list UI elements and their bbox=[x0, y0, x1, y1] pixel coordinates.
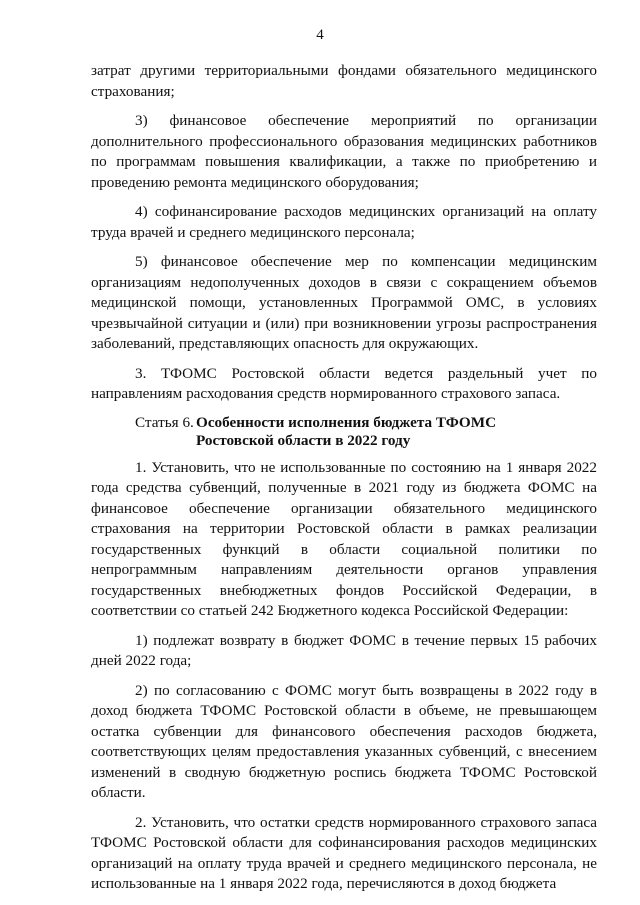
article-heading bbox=[135, 414, 597, 450]
document-body bbox=[91, 61, 597, 904]
paragraph-item-3: 3) финансовое обеспечение мероприятий по организации дополнительного профессионального образования медицинских работников по программам повышения квалификации, а также по приобретению и проведению ремонта медицинского оборудования; bbox=[91, 112, 597, 191]
paragraph-clause-1: 1. Установить, что не использованные по состоянию на 1 января 2022 года средства субвенций, полученные в 2021 году из бюджета ФОМС на финансовое обеспечение организации обязательного медицинского страхования на территории Ростовской области в рамках реализации государственных функций в области социальной политики по непрограммным направлениям деятельности органов управления государственных внебюджетных фондов Российской Федерации, в соответствии со статьей 242 Бюджетного кодекса Российской Федерации: bbox=[91, 458, 597, 619]
paragraph-subitem-1: 1) подлежат возврату в бюджет ФОМС в течение первых 15 рабочих дней 2022 года; bbox=[91, 631, 597, 669]
article-title-line2: Ростовской области в 2022 году bbox=[196, 431, 411, 449]
paragraph-continuation: затрат другими территориальными фондами обязательного медицинского страхования; bbox=[91, 62, 597, 100]
article-title-line1: Особенности исполнения бюджета ТФОМС bbox=[196, 413, 497, 431]
paragraph-clause-3: 3. ТФОМС Ростовской области ведется раздельный учет по направлениям расходования средств нормированного страхового запаса. bbox=[91, 364, 597, 402]
paragraph-item-4: 4) софинансирование расходов медицинских организаций на оплату труда врачей и среднего медицинского персонала; bbox=[91, 203, 597, 241]
paragraph-clause-2: 2. Установить, что остатки средств нормированного страхового запаса ТФОМС Ростовской области для софинансирования расходов медицинских организаций на оплату труда врачей и среднего медицинского персонала, не использованные на 1 января 2022 года, перечисляются в доход бюджета bbox=[91, 813, 597, 892]
article-label: Статья 6. bbox=[135, 413, 194, 431]
paragraph-item-5: 5) финансовое обеспечение мер по компенсации медицинским организациям недополученных доходов в связи с сокращением объемов медицинской помощи, установленных Программой ОМС, в условиях чрезвычайной ситуации и (или) при возникновении угрозы распространения заболеваний, представляющих опасность для окружающих. bbox=[91, 253, 597, 352]
page-number: 4 bbox=[316, 27, 324, 43]
paragraph-subitem-2: 2) по согласованию с ФОМС могут быть возвращены в 2022 году в доход бюджета ТФОМС Ростовской области в объеме, не превышающем остатка субвенции для финансового обеспечения расходов бюджета, соответствующих целям предоставления указанных субвенций, с внесением изменений в сводную бюджетную роспись бюджета ТФОМС Ростовской области. bbox=[91, 681, 597, 801]
